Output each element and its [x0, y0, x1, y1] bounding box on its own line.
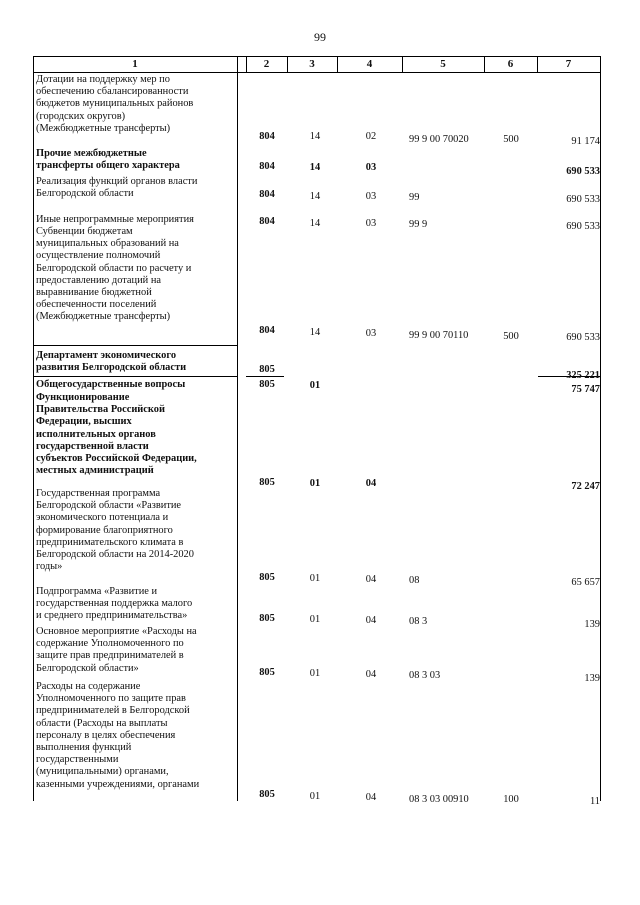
header-col-3: 3 — [309, 58, 315, 70]
cell-section: 01 — [309, 478, 321, 489]
cell-target-article: 99 — [409, 192, 420, 203]
cell-ministry: 804 — [259, 131, 275, 142]
cell-section: 14 — [309, 162, 321, 173]
cell-target-article: 08 3 — [409, 616, 428, 627]
row-description: Основное мероприятие «Расходы на содержание Уполномоченного по защите прав предпринимателей в Белгородской области» — [36, 626, 197, 674]
cell-subsection: 02 — [365, 131, 377, 142]
cell-ministry: 804 — [259, 189, 275, 200]
cell-section: 14 — [309, 131, 321, 142]
cell-ministry: 805 — [259, 477, 275, 488]
cell-subsection: 04 — [365, 615, 377, 626]
row-description: Государственная программа Белгородской области «Развитие экономического потенциала и формирование благоприятного предпринимательского климата в Белгородской области на 2014-2020 годы» — [36, 488, 194, 573]
cell-subsection: 03 — [365, 162, 377, 173]
header-col-4: 4 — [366, 58, 373, 70]
cell-ministry: 805 — [259, 789, 275, 800]
cell-ministry: 805 — [259, 613, 275, 624]
cell-amount: 690 533 — [566, 166, 600, 177]
header-bottom-border — [33, 72, 600, 73]
cell-ministry: 805 — [259, 667, 275, 678]
cell-ministry: 804 — [259, 325, 275, 336]
cell-target-article: 99 9 00 70020 — [409, 134, 469, 145]
cell-subsection: 04 — [365, 574, 377, 585]
cell-amount: 325 221 — [566, 370, 600, 381]
cell-ministry: 805 — [259, 364, 275, 375]
header-col-5: 5 — [440, 58, 446, 70]
cell-amount: 139 — [584, 673, 600, 684]
cell-subsection: 03 — [365, 218, 377, 229]
table-top-border — [33, 56, 600, 57]
cell-amount: 690 533 — [566, 194, 600, 205]
row-description: Функционирование Правительства Российской Федерации, высших исполнительных органов государственной власти субъектов Российской Федерации, местных администраций — [36, 392, 197, 477]
row-description: Прочие межбюджетные трансферты общего характера — [36, 148, 180, 172]
cell-amount: 690 533 — [566, 221, 600, 232]
cell-amount: 690 533 — [566, 332, 600, 343]
cell-target-article: 99 9 — [409, 219, 428, 230]
row-separator — [33, 376, 238, 377]
cell-amount: 72 247 — [571, 481, 600, 492]
cell-target-article: 99 9 00 70110 — [409, 330, 469, 341]
cell-target-article: 08 3 03 00910 — [409, 794, 469, 805]
row-description: Субвенции бюджетам муниципальных образований на осуществление полномочий Белгородской области по расчету и предоставлению дотаций на выравнивание бюджетной обеспеченности поселений (Межбюджетные трансферты) — [36, 226, 192, 323]
cell-expense-type: 500 — [503, 134, 519, 145]
cell-expense-type: 100 — [503, 794, 519, 805]
cell-subsection: 04 — [365, 478, 377, 489]
cell-target-article: 08 3 03 — [409, 670, 441, 681]
row-description: Реализация функций органов власти Белгородской области — [36, 176, 198, 200]
cell-subsection: 04 — [365, 669, 377, 680]
cell-ministry: 804 — [259, 216, 275, 227]
row-description: Дотации на поддержку мер по обеспечению сбалансированности бюджетов муниципальных районов (городских округов) (Межбюджетные трансферты) — [36, 74, 194, 134]
row-description: Подпрограмма «Развитие и государственная поддержка малого и среднего предпринимательства» — [36, 586, 193, 622]
cell-subsection: 04 — [365, 792, 377, 803]
cell-section: 01 — [309, 791, 321, 802]
cell-subsection: 03 — [365, 191, 377, 202]
cell-subsection: 03 — [365, 328, 377, 339]
row-separator — [246, 376, 284, 377]
cell-amount: 139 — [584, 619, 600, 630]
row-description: Департамент экономического развития Белгородской области — [36, 350, 187, 374]
header-col-1: 1 — [132, 58, 138, 70]
cell-section: 01 — [309, 614, 321, 625]
cell-section: 14 — [309, 191, 321, 202]
row-separator — [33, 345, 238, 346]
cell-ministry: 804 — [259, 161, 275, 172]
table-left-border — [33, 56, 34, 801]
row-description: Иные непрограммные мероприятия — [36, 214, 194, 225]
cell-section: 01 — [309, 380, 321, 391]
cell-expense-type: 500 — [503, 331, 519, 342]
cell-section: 14 — [309, 327, 321, 338]
row-description: Общегосударственные вопросы — [36, 379, 186, 390]
cell-amount: 75 747 — [571, 384, 600, 395]
cell-amount: 11 — [589, 796, 600, 807]
cell-section: 14 — [309, 218, 321, 229]
col-divider — [237, 56, 238, 801]
row-description: Расходы на содержание Уполномоченного по защите прав предпринимателей в Белгородской области (Расходы на выплаты персоналу в целях обеспечения выполнения функций государственными (муниципальными) органами, казенными учреждениями, органами — [36, 681, 200, 790]
page-number: 99 — [314, 30, 326, 44]
cell-ministry: 805 — [259, 572, 275, 583]
cell-target-article: 08 — [409, 575, 420, 586]
header-col-6: 6 — [507, 58, 514, 70]
cell-amount: 65 657 — [571, 577, 600, 588]
cell-amount: 91 174 — [571, 136, 600, 147]
cell-section: 01 — [309, 668, 321, 679]
cell-section: 01 — [309, 573, 321, 584]
header-col-2: 2 — [263, 58, 270, 70]
cell-ministry: 805 — [259, 379, 275, 390]
header-col-7: 7 — [565, 58, 572, 70]
table-right-border — [600, 56, 601, 801]
